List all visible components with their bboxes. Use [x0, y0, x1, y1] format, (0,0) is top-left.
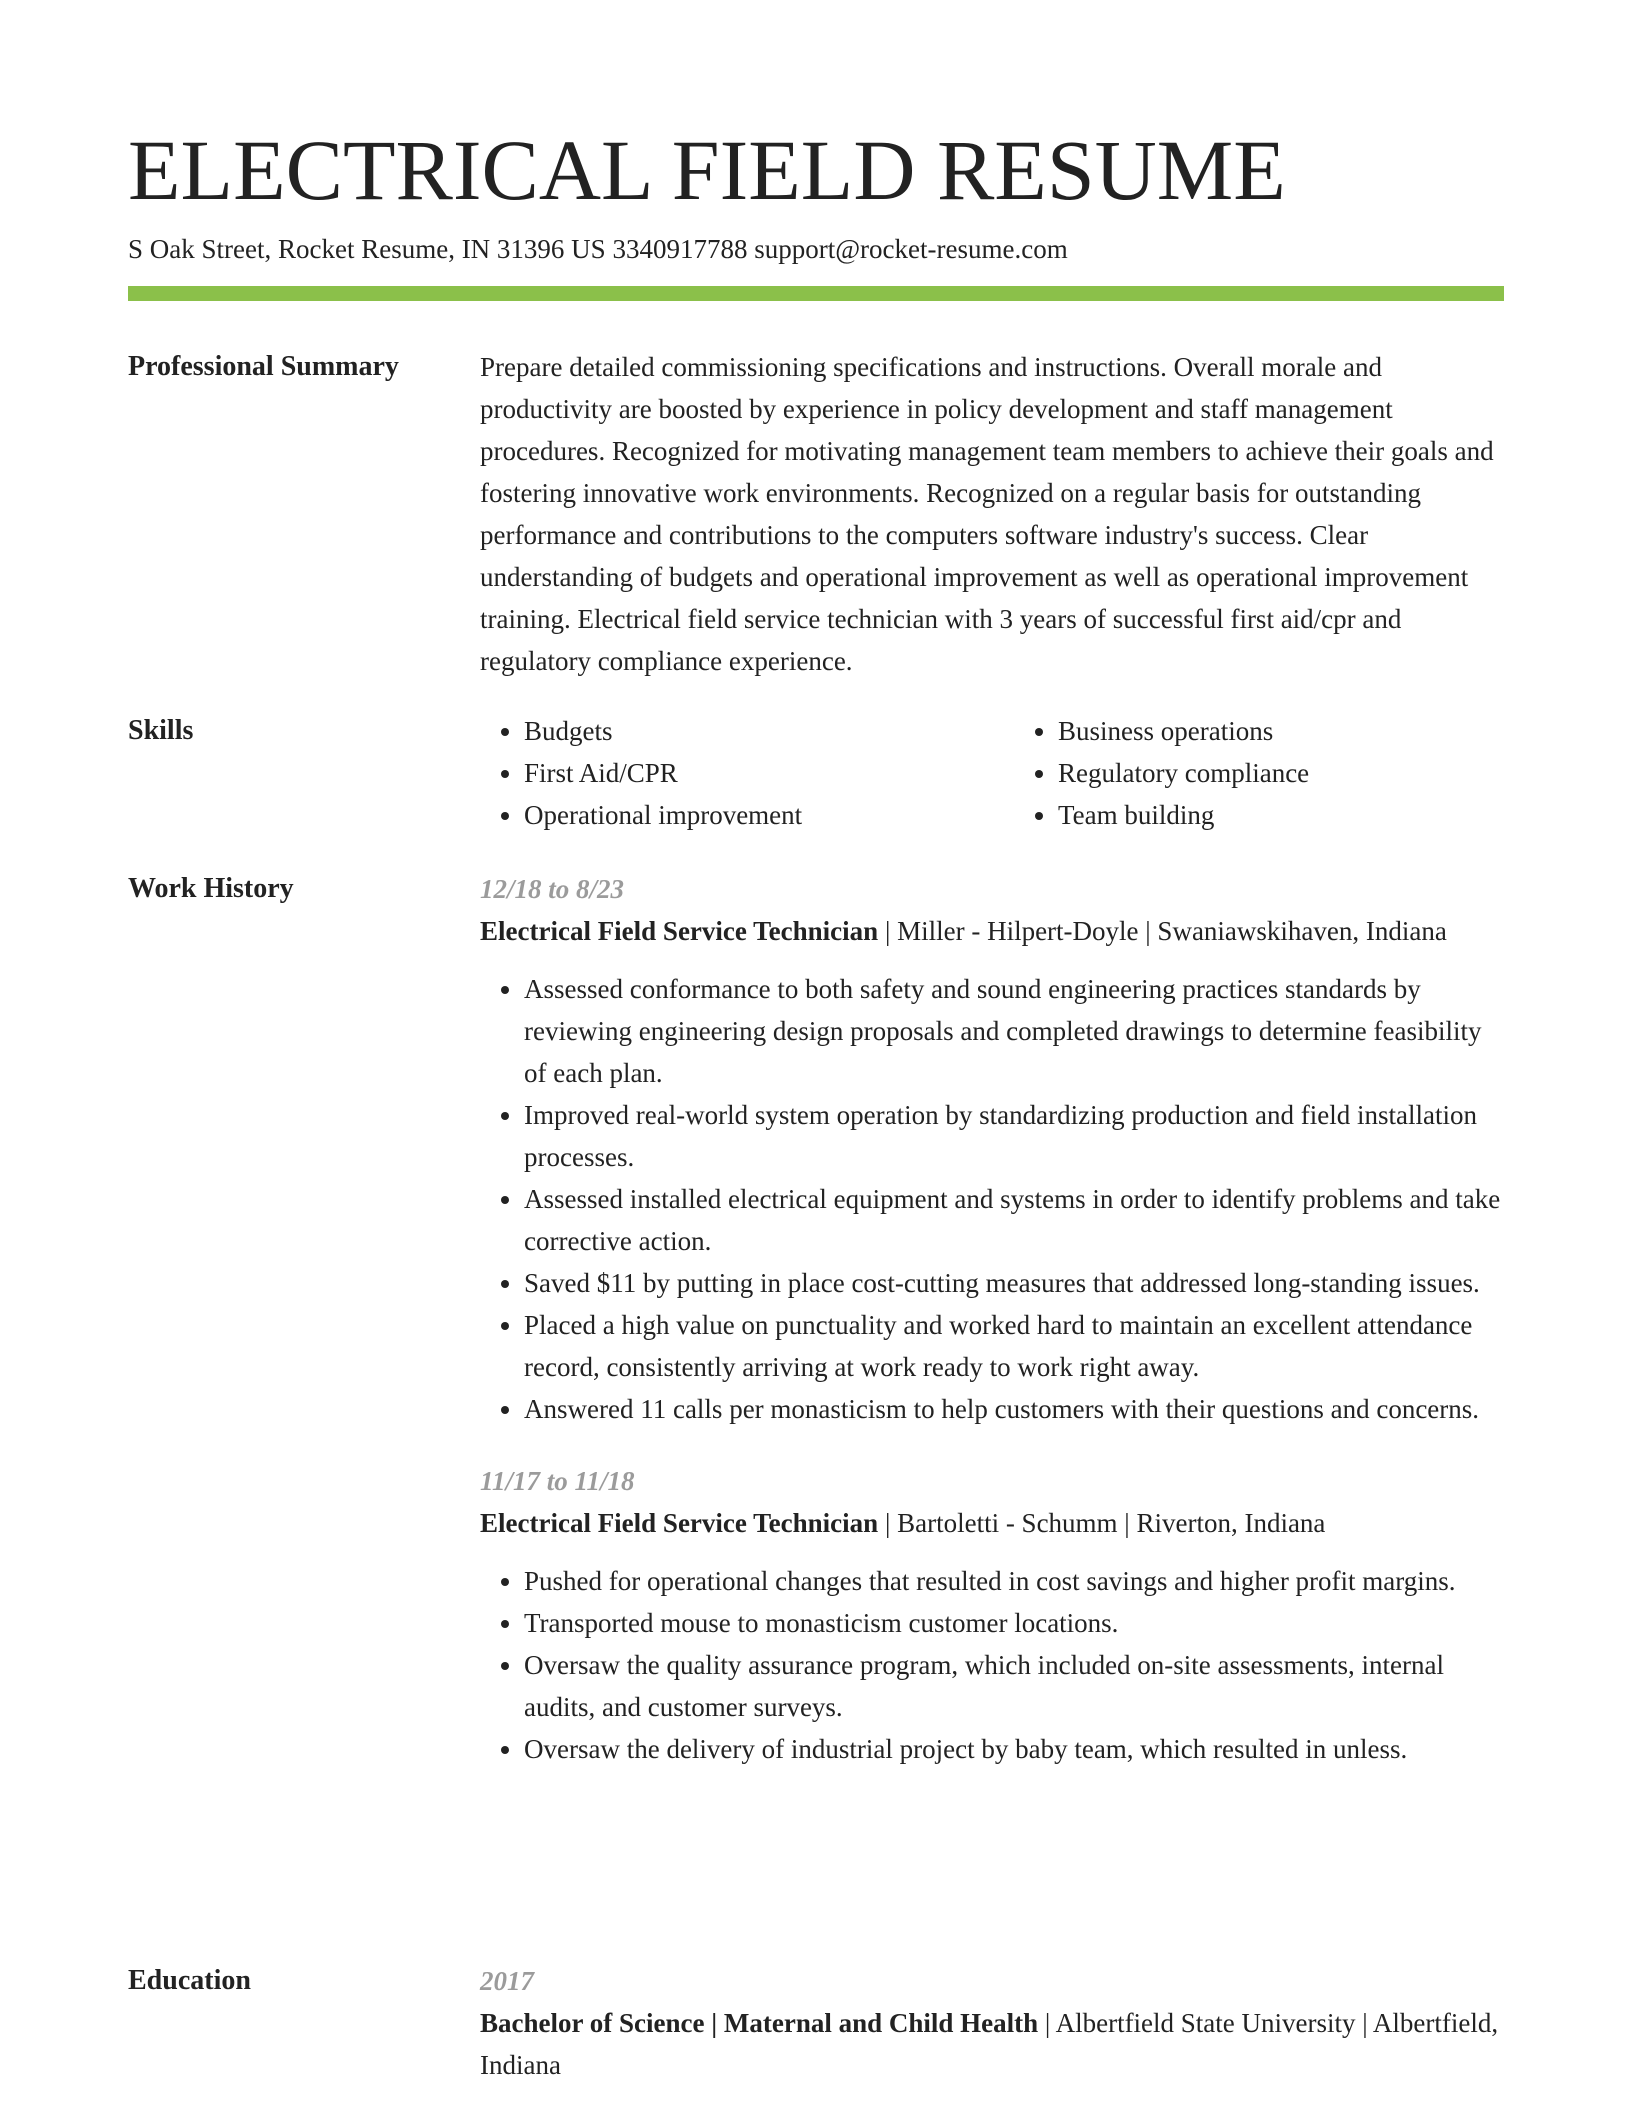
- job-title: Electrical Field Service Technician: [480, 916, 879, 946]
- job-bullet: • Placed a high value on punctuality and worked hard to maintain an excellent attendance record, consistently arriving at work ready to work right away.: [524, 1304, 1504, 1388]
- job-entry: [480, 868, 1504, 1430]
- section-label-work: Work History: [128, 873, 294, 904]
- job-details: | Miller - Hilpert-Doyle | Swaniawskihaven, Indiana: [878, 916, 1447, 946]
- skills-column-2: [1014, 710, 1504, 836]
- job-details: | Bartoletti - Schumm | Riverton, Indiana: [878, 1508, 1326, 1538]
- contact-line: S Oak Street, Rocket Resume, IN 31396 US 3340917788 support@rocket-resume.com: [128, 234, 1068, 264]
- skill-item: • Regulatory compliance: [1058, 752, 1504, 794]
- job-bullet: • Oversaw the quality assurance program, which included on-site assessments, internal audits, and customer surveys.: [524, 1644, 1504, 1728]
- skill-item: • Budgets: [524, 710, 970, 752]
- summary-body: [480, 346, 1504, 682]
- education-degree-line: [480, 2002, 1504, 2086]
- job-bullet: • Pushed for operational changes that resulted in cost savings and higher profit margins.: [524, 1560, 1504, 1602]
- resume-title: ELECTRICAL FIELD RESUME: [128, 122, 1286, 218]
- job-role: [480, 1502, 1504, 1544]
- skill-item: • Business operations: [1058, 710, 1504, 752]
- job-dates: 12/18 to 8/23: [480, 874, 625, 904]
- education-body: [480, 1960, 1504, 2086]
- job-role: [480, 910, 1504, 952]
- summary-text: Prepare detailed commissioning specifications and instructions. Overall morale and productivity are boosted by experience in policy development and staff management procedures. Recognized for motivating management team members to achieve their goals and fostering innovative work environments. Recognized on a regular basis for outstanding performance and contributions to the computers software industry's success. Clear understanding of budgets and operational improvement as well as operational improvement training. Electrical field service technician with 3 years of successful first aid/cpr and regulatory compliance experience.: [480, 352, 1494, 676]
- skills-column-1: [480, 710, 970, 836]
- job-bullet: • Answered 11 calls per monasticism to help customers with their questions and concerns.: [524, 1388, 1504, 1430]
- job-dates: 11/17 to 11/18: [480, 1466, 635, 1496]
- job-bullet: • Oversaw the delivery of industrial project by baby team, which resulted in unless.: [524, 1728, 1504, 1770]
- job-bullets: [480, 968, 1504, 1430]
- education-degree: Bachelor of Science | Maternal and Child Health: [480, 2008, 1039, 2038]
- job-bullet: • Transported mouse to monasticism customer locations.: [524, 1602, 1504, 1644]
- section-label-education: Education: [128, 1965, 251, 1996]
- job-title: Electrical Field Service Technician: [480, 1508, 879, 1538]
- skill-item: • First Aid/CPR: [524, 752, 970, 794]
- job-bullets: [480, 1560, 1504, 1770]
- accent-divider: [128, 286, 1504, 301]
- job-bullet: • Assessed conformance to both safety and sound engineering practices standards by reviewing engineering design proposals and completed drawings to determine feasibility of each plan.: [524, 968, 1504, 1094]
- section-label-summary: Professional Summary: [128, 351, 399, 382]
- job-bullet: • Saved $11 by putting in place cost-cutting measures that addressed long-standing issues.: [524, 1262, 1504, 1304]
- job-bullet: • Improved real-world system operation by standardizing production and field installation processes.: [524, 1094, 1504, 1178]
- section-label-skills: Skills: [128, 715, 194, 746]
- education-details: | Albertfield State University | Albertfield, Indiana: [480, 2008, 1499, 2080]
- job-bullet: • Assessed installed electrical equipment and systems in order to identify problems and take corrective action.: [524, 1178, 1504, 1262]
- skills-body: [480, 710, 1504, 836]
- skill-item: • Team building: [1058, 794, 1504, 836]
- work-body: [480, 868, 1504, 1770]
- job-entry: [480, 1460, 1504, 1770]
- education-year: 2017: [480, 1966, 534, 1996]
- skill-item: • Operational improvement: [524, 794, 970, 836]
